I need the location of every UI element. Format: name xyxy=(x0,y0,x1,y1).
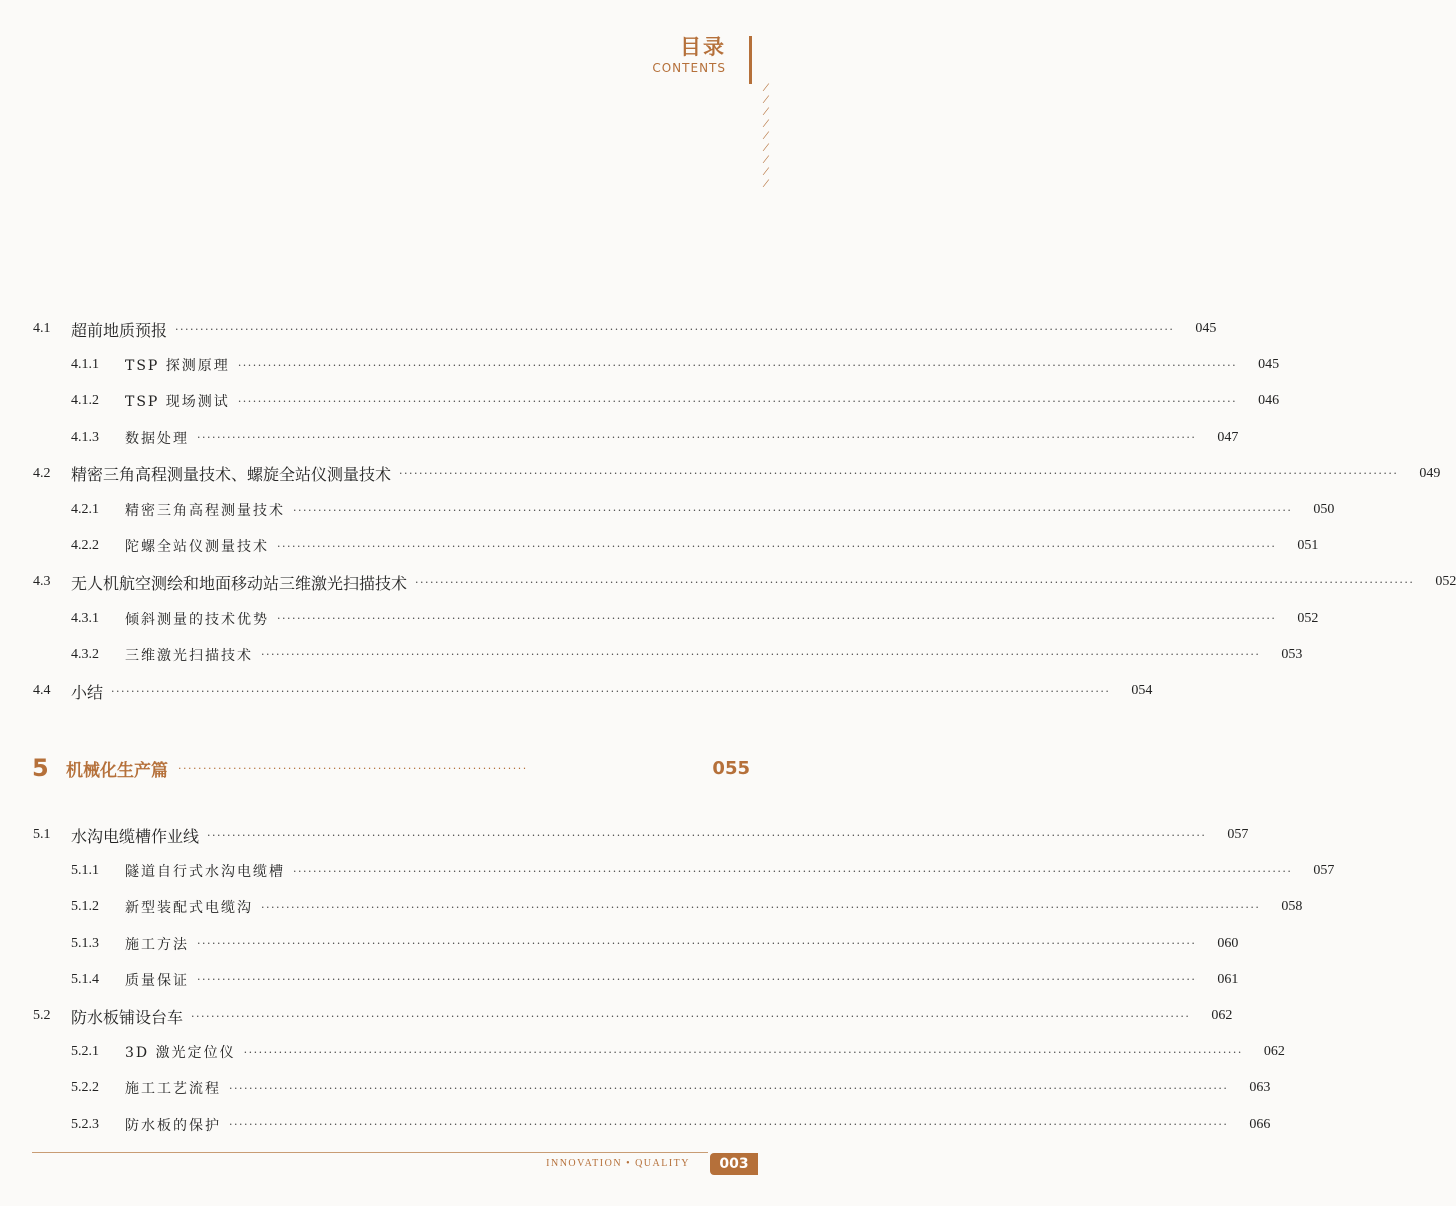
toc-entry-title: 施工方法 xyxy=(125,936,189,953)
dot-leader: ········································································································································································································ xyxy=(229,1081,1229,1095)
contents-subtitle: CONTENTS xyxy=(652,61,726,75)
toc-entry-number: 5.1.4 xyxy=(71,971,99,987)
toc-entry-page: 062 xyxy=(1211,1008,1233,1023)
toc-entry-title: 无人机航空测绘和地面移动站三维激光扫描技术 xyxy=(71,573,408,593)
toc-entry[interactable] xyxy=(0,1073,1271,1103)
toc-entry-title: 新型装配式电缆沟 xyxy=(125,900,253,917)
toc-entry[interactable] xyxy=(0,856,1335,886)
toc-entry-page: 060 xyxy=(1217,935,1239,951)
toc-entry-number: 5.1.2 xyxy=(71,899,99,915)
toc-entry-page: 053 xyxy=(1281,646,1303,662)
toc-entry-page: 062 xyxy=(1263,1044,1285,1060)
toc-entry[interactable] xyxy=(0,386,1280,416)
toc-entry-page: 057 xyxy=(1227,827,1249,842)
toc-entry-title: 水沟电缆槽作业线 xyxy=(71,826,200,846)
toc-entry-title: 精密三角高程测量技术 xyxy=(125,503,285,519)
toc-entry-number: 4.1 xyxy=(33,321,51,336)
toc-entry-title: TSP 现场测试 xyxy=(125,394,230,411)
toc-entry-number: 4.3.2 xyxy=(71,646,99,662)
dot-leader: ········································································································································································································ xyxy=(197,973,1197,987)
dot-leader: ········································································································································································································ xyxy=(277,539,1277,553)
dot-leader: ········································································································································································································ xyxy=(197,431,1197,445)
toc-entry-title: 超前地质预报 xyxy=(71,320,168,340)
header-accent-bar xyxy=(749,36,752,84)
page-number-badge: 003 xyxy=(710,1153,758,1175)
toc-entry[interactable] xyxy=(0,423,1239,453)
toc-entry-page: 046 xyxy=(1258,393,1280,409)
toc-entry-number: 5.2.3 xyxy=(71,1116,99,1132)
toc-entry[interactable] xyxy=(0,820,1249,850)
toc-entry-number: 5.1 xyxy=(33,827,51,842)
dot-leader: ········································································································································································································ xyxy=(399,467,1399,481)
toc-entry-title: 三维激光扫描技术 xyxy=(125,647,253,664)
toc-entry-page: 058 xyxy=(1281,899,1303,915)
toc-entry-page: 045 xyxy=(1258,357,1280,373)
dot-leader: ······································································ xyxy=(178,761,528,775)
toc-entry[interactable] xyxy=(0,531,1319,561)
toc-entry-page: 057 xyxy=(1313,863,1335,879)
contents-title: 目录 xyxy=(680,35,726,59)
dot-leader: ········································································································································································································ xyxy=(261,900,1261,914)
dot-leader: ········································································································································································································ xyxy=(415,575,1415,589)
toc-entry-page: 045 xyxy=(1195,321,1217,336)
footer-tagline: INNOVATION • QUALITY xyxy=(546,1158,690,1169)
toc-entry-page: 061 xyxy=(1217,971,1239,987)
toc-entry-title: 倾斜测量的技术优势 xyxy=(125,611,269,628)
chapter-heading[interactable] xyxy=(0,752,790,784)
dot-leader: ········································································································································································································ xyxy=(207,828,1207,842)
footer-rule xyxy=(32,1152,708,1153)
dot-leader: ········································································································································································································ xyxy=(293,503,1293,517)
toc-entry[interactable] xyxy=(0,1037,1285,1067)
chapter-page: 055 xyxy=(712,757,750,779)
toc-entry-page: 063 xyxy=(1249,1080,1271,1096)
toc-entry[interactable] xyxy=(0,567,1456,597)
dot-leader: ········································································································································································································ xyxy=(277,612,1277,626)
toc-entry-title: 3D 激光定位仪 xyxy=(125,1045,236,1062)
toc-entry-number: 4.3.1 xyxy=(71,610,99,626)
toc-entry[interactable] xyxy=(0,929,1239,959)
toc-entry-title: 质量保证 xyxy=(125,972,189,989)
toc-entry[interactable] xyxy=(0,892,1303,922)
toc-entry[interactable] xyxy=(0,640,1303,670)
toc-entry-number: 4.2.2 xyxy=(71,538,99,554)
toc-entry-page: 050 xyxy=(1313,502,1335,517)
dot-leader: ········································································································································································································ xyxy=(175,322,1175,336)
toc-entry[interactable] xyxy=(0,1001,1233,1031)
toc-entry[interactable] xyxy=(0,459,1441,489)
toc-entry-number: 4.2 xyxy=(33,465,51,481)
toc-entry-number: 5.2.1 xyxy=(71,1044,99,1060)
decorative-tick-marks: / / / / / / / / / xyxy=(761,83,770,189)
toc-entry[interactable] xyxy=(0,314,1217,344)
dot-leader: ········································································································································································································ xyxy=(111,684,1111,698)
dot-leader: ········································································································································································································ xyxy=(229,1118,1229,1132)
toc-entry-page: 066 xyxy=(1249,1116,1271,1132)
toc-entry[interactable] xyxy=(0,604,1319,634)
toc-entry-title: 防水板的保护 xyxy=(125,1117,221,1134)
toc-entry-title: 隧道自行式水沟电缆槽 xyxy=(125,864,285,881)
toc-entry-page: 054 xyxy=(1131,683,1153,698)
dot-leader: ········································································································································································································ xyxy=(197,937,1197,951)
toc-entry-number: 4.1.1 xyxy=(71,357,99,373)
dot-leader: ········································································································································································································ xyxy=(293,864,1293,878)
toc-entry-number: 5.2 xyxy=(33,1008,51,1023)
toc-entry-title: 防水板铺设台车 xyxy=(71,1007,184,1027)
page-header xyxy=(652,34,726,76)
toc-entry[interactable] xyxy=(0,676,1153,706)
toc-entry[interactable] xyxy=(0,495,1335,525)
toc-entry-title: 数据处理 xyxy=(125,430,189,447)
toc-entry[interactable] xyxy=(0,1110,1271,1140)
toc-entry-title: 小结 xyxy=(71,682,104,702)
toc-entry-page: 052 xyxy=(1435,574,1456,590)
toc-entry-number: 5.1.3 xyxy=(71,935,99,951)
dot-leader: ········································································································································································································ xyxy=(261,648,1261,662)
toc-entry-number: 4.3 xyxy=(33,574,51,590)
toc-entry-number: 4.1.2 xyxy=(71,393,99,409)
toc-entry-title: 陀螺全站仪测量技术 xyxy=(125,539,269,556)
toc-entry[interactable] xyxy=(0,965,1239,995)
toc-entry-number: 5.1.1 xyxy=(71,863,99,879)
chapter-title: 机械化生产篇 xyxy=(66,760,168,781)
toc-entry-number: 5.2.2 xyxy=(71,1080,99,1096)
toc-entry[interactable] xyxy=(0,350,1280,380)
toc-entry-number: 4.2.1 xyxy=(71,502,99,517)
toc-entry-page: 049 xyxy=(1419,465,1441,481)
toc-entry-title: 精密三角高程测量技术、螺旋全站仪测量技术 xyxy=(71,465,392,485)
toc-entry-page: 052 xyxy=(1297,610,1319,626)
toc-entry-page: 051 xyxy=(1297,538,1319,554)
dot-leader: ········································································································································································································ xyxy=(243,1045,1243,1059)
toc-entry-title: TSP 探测原理 xyxy=(125,358,230,375)
toc-entry-number: 4.4 xyxy=(33,683,51,698)
toc-entry-page: 047 xyxy=(1217,429,1239,445)
toc-entry-title: 施工工艺流程 xyxy=(125,1081,221,1098)
chapter-number: 5 xyxy=(32,754,49,782)
toc-entry-number: 4.1.3 xyxy=(71,429,99,445)
dot-leader: ········································································································································································································ xyxy=(237,358,1238,372)
dot-leader: ········································································································································································································ xyxy=(191,1009,1191,1023)
dot-leader: ········································································································································································································ xyxy=(237,394,1238,408)
